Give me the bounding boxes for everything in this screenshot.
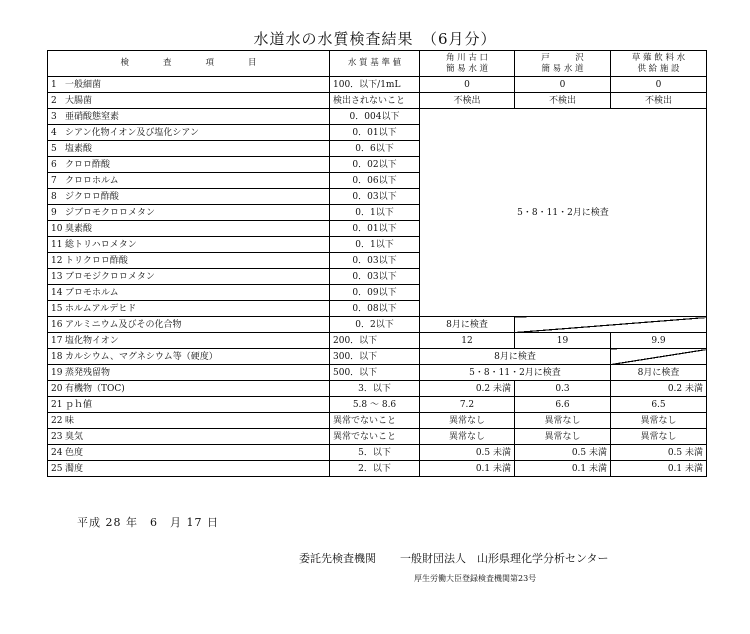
table-cell	[48, 237, 330, 253]
not-applicable-cell	[611, 349, 707, 365]
row-number: 20	[51, 383, 63, 394]
table-cell	[48, 365, 330, 381]
cell-text: ブロモジクロロメタン	[65, 271, 155, 282]
table-row	[48, 93, 707, 109]
row-number: 23	[51, 431, 63, 442]
document-title: 水道水の水質検査結果 （6月分）	[253, 30, 497, 48]
table-cell: 0.1 未満	[515, 461, 611, 477]
table-cell: 0	[420, 77, 515, 93]
table-cell	[48, 349, 330, 365]
table-cell	[48, 285, 330, 301]
report-date: 平成 28 年 6 月 17 日	[77, 516, 219, 529]
row-number: 17	[51, 335, 63, 346]
table-cell: 0．1以下	[330, 237, 420, 253]
table-row	[48, 109, 707, 125]
agency-label: 委託先検査機関	[299, 552, 376, 565]
table-cell: 0．2以下	[330, 317, 420, 333]
cell-text: 色度	[65, 447, 84, 458]
table-cell	[48, 173, 330, 189]
table-cell: 8月に検査	[420, 317, 515, 333]
row-number: 16	[51, 319, 63, 330]
header-standard: 水 質 基 準 値	[330, 51, 420, 77]
table-cell: 0.5 未満	[420, 445, 515, 461]
table-row	[48, 77, 707, 93]
row-number: 9	[51, 207, 57, 218]
table-cell: 100．以下/1mL	[330, 77, 420, 93]
cell-text: 角 川 古 口	[445, 52, 489, 63]
table-cell: 0．06以下	[330, 173, 420, 189]
row-number: 12	[51, 255, 63, 266]
cell-text: 大腸菌	[65, 95, 93, 106]
table-cell: 0．1以下	[330, 205, 420, 221]
table-cell	[48, 221, 330, 237]
table-cell	[48, 317, 330, 333]
table-row	[48, 333, 707, 349]
cell-text: 蒸発残留物	[65, 367, 111, 378]
table-cell	[48, 445, 330, 461]
table-cell: 0．03以下	[330, 189, 420, 205]
table-cell: 異常でないこと	[330, 429, 420, 445]
header-col3	[611, 51, 707, 77]
table-cell	[48, 125, 330, 141]
row-number: 25	[51, 463, 63, 474]
row-number: 15	[51, 303, 63, 314]
table-cell: 0．03以下	[330, 253, 420, 269]
table-row	[48, 349, 707, 365]
table-cell	[48, 269, 330, 285]
inspection-agency	[299, 550, 609, 566]
table-cell: 不検出	[611, 93, 707, 109]
row-number: 4	[51, 127, 57, 138]
table-cell	[48, 141, 330, 157]
row-number: 6	[51, 159, 57, 170]
table-cell: 5.8 ～ 8.6	[330, 397, 420, 413]
row-number: 3	[51, 111, 57, 122]
table-cell: 0.1 未満	[420, 461, 515, 477]
cell-text: 簡 易 水 道	[541, 63, 584, 74]
table-cell	[48, 333, 330, 349]
table-row	[48, 429, 707, 445]
agency-name: 一般財団法人 山形県理化学分析センター	[400, 552, 609, 565]
table-cell: 0.5 未満	[515, 445, 611, 461]
row-number: 24	[51, 447, 63, 458]
cell-text: 総トリハロメタン	[65, 239, 137, 250]
table-cell: 異常なし	[515, 413, 611, 429]
table-cell	[48, 93, 330, 109]
cell-text: アルミニウム及びその化合物	[65, 319, 182, 330]
table-cell: 0.2 未満	[420, 381, 515, 397]
table-cell	[48, 157, 330, 173]
table-cell: 6.5	[611, 397, 707, 413]
table-cell	[48, 397, 330, 413]
table-cell: 0．004以下	[330, 109, 420, 125]
table-cell: 異常なし	[420, 429, 515, 445]
row-number: 18	[51, 351, 63, 362]
table-cell: 0．09以下	[330, 285, 420, 301]
table-cell: 3．以下	[330, 381, 420, 397]
cell-text: カルシウム、マグネシウム等（硬度）	[65, 351, 218, 362]
cell-text: トリクロロ酢酸	[65, 255, 128, 266]
table-cell: 19	[515, 333, 611, 349]
row-number: 19	[51, 367, 63, 378]
table-cell: 12	[420, 333, 515, 349]
water-quality-table	[47, 50, 707, 477]
row-number: 5	[51, 143, 57, 154]
cell-text: シアン化物イオン及び塩化シアン	[65, 127, 200, 138]
cell-text: 濁度	[65, 463, 84, 474]
table-cell: 異常なし	[611, 429, 707, 445]
cell-text: ブロモホルム	[65, 287, 119, 298]
table-cell	[48, 381, 330, 397]
table-cell: 5・8・11・2月に検査	[420, 365, 611, 381]
table-cell: 0.1 未満	[611, 461, 707, 477]
table-cell: 異常なし	[611, 413, 707, 429]
header-item: 検 査 項 目	[48, 51, 330, 77]
table-row	[48, 381, 707, 397]
table-cell: 0．02以下	[330, 157, 420, 173]
cell-text: 簡 易 水 道	[445, 63, 489, 74]
table-row	[48, 317, 707, 333]
table-cell: 0．03以下	[330, 269, 420, 285]
cell-text: ジクロロ酢酸	[65, 191, 119, 202]
row-number: 1	[51, 79, 57, 90]
cell-text: 有機物（TOC)	[65, 383, 125, 394]
row-number: 22	[51, 415, 63, 426]
cell-text: ｐｈ値	[65, 399, 93, 410]
cell-text: クロロ酢酸	[65, 159, 111, 170]
cell-text: 臭気	[65, 431, 84, 442]
not-applicable-cell	[515, 317, 707, 333]
table-cell: 異常なし	[515, 429, 611, 445]
table-cell: 0．01以下	[330, 125, 420, 141]
table-cell: 異常でないこと	[330, 413, 420, 429]
table-row	[48, 445, 707, 461]
table-cell: 6.6	[515, 397, 611, 413]
cell-text: 供 給 施 設	[637, 63, 680, 74]
table-cell: 不検出	[515, 93, 611, 109]
cell-text: 塩化物イオン	[65, 335, 119, 346]
cell-text: ホルムアルデヒド	[65, 303, 137, 314]
cell-text: 亜硝酸態窒素	[65, 111, 120, 122]
row-number: 2	[51, 95, 57, 106]
table-cell: 200．以下	[330, 333, 420, 349]
table-cell: 異常なし	[420, 413, 515, 429]
table-cell: 0．6以下	[330, 141, 420, 157]
cell-text: 戸 沢	[541, 52, 584, 63]
table-cell	[48, 189, 330, 205]
table-cell: 0.2 未満	[611, 381, 707, 397]
table-cell	[48, 413, 330, 429]
table-cell	[48, 109, 330, 125]
table-cell	[48, 461, 330, 477]
table-cell: 不検出	[420, 93, 515, 109]
table-cell: 8月に検査	[420, 349, 611, 365]
table-cell: 500．以下	[330, 365, 420, 381]
cell-text: 味	[65, 415, 75, 426]
header-col1	[420, 51, 515, 77]
table-cell	[48, 253, 330, 269]
row-number: 7	[51, 175, 57, 186]
table-cell	[48, 429, 330, 445]
table-row	[48, 461, 707, 477]
row-number: 10	[51, 223, 63, 234]
table-cell: 0.3	[515, 381, 611, 397]
table-row	[48, 397, 707, 413]
registration-note: 厚生労働大臣登録検査機関第23号	[414, 574, 537, 583]
cell-text: クロロホルム	[65, 175, 119, 186]
table-cell: 検出されないこと	[330, 93, 420, 109]
table-cell: 5．以下	[330, 445, 420, 461]
row-number: 13	[51, 271, 63, 282]
cell-text: ジブロモクロロメタン	[65, 207, 156, 218]
table-cell: 0.5 未満	[611, 445, 707, 461]
table-cell: 0．08以下	[330, 301, 420, 317]
table-cell: 300．以下	[330, 349, 420, 365]
cell-text: 草 薙 飲 料 水	[631, 52, 686, 63]
merged-inspection-note: 5・8・11・2月に検査	[420, 109, 707, 317]
table-row	[48, 365, 707, 381]
cell-text: 臭素酸	[65, 223, 93, 234]
row-number: 8	[51, 191, 57, 202]
table-cell: 0	[611, 77, 707, 93]
table-cell: 0	[515, 77, 611, 93]
row-number: 11	[51, 239, 63, 250]
cell-text: 一般細菌	[65, 79, 102, 90]
table-header-row	[48, 51, 707, 77]
header-col2	[515, 51, 611, 77]
table-cell	[48, 77, 330, 93]
table-cell: 7.2	[420, 397, 515, 413]
table-cell	[48, 205, 330, 221]
table-cell	[48, 301, 330, 317]
table-row	[48, 413, 707, 429]
table-cell: 2．以下	[330, 461, 420, 477]
row-number: 21	[51, 399, 63, 410]
table-cell: 9.9	[611, 333, 707, 349]
row-number: 14	[51, 287, 63, 298]
table-cell: 8月に検査	[611, 365, 707, 381]
table-cell: 0．01以下	[330, 221, 420, 237]
cell-text: 塩素酸	[65, 143, 93, 154]
